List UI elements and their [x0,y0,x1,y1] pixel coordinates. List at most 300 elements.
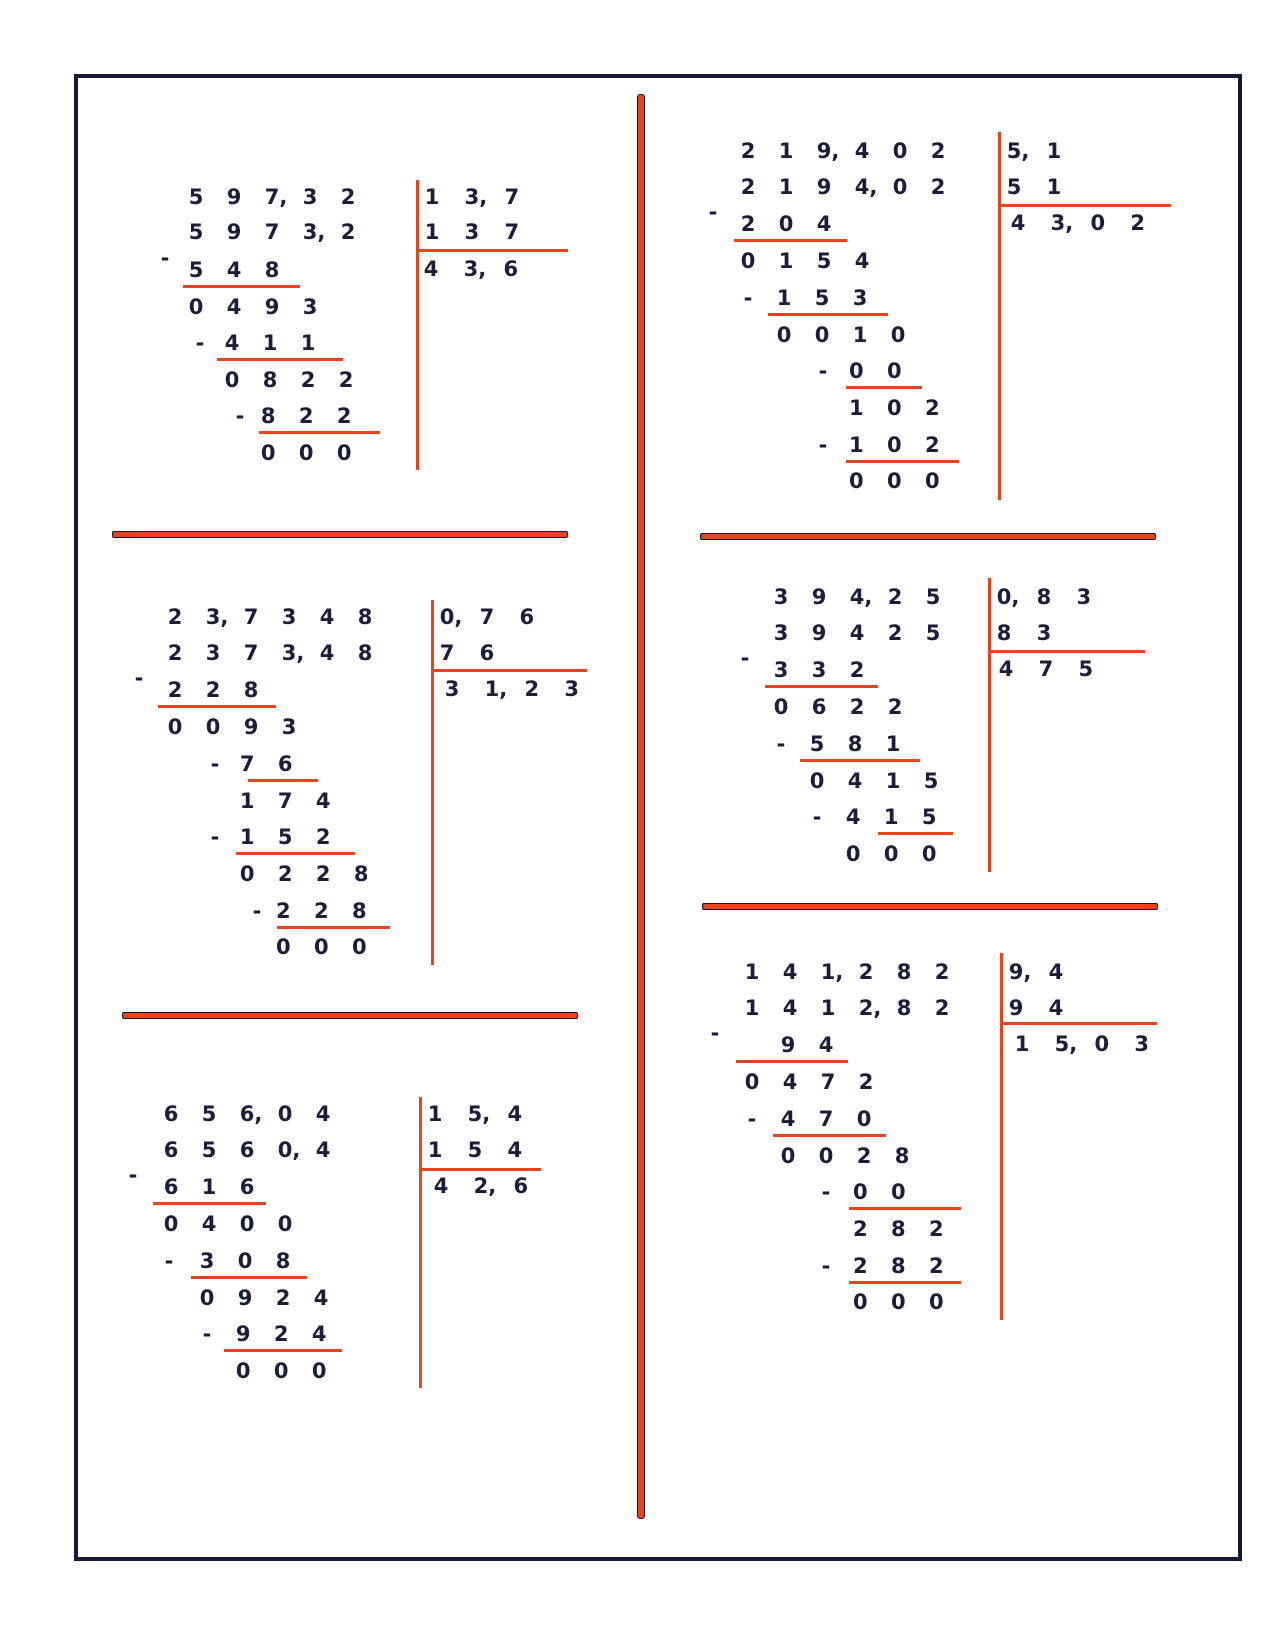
subtrahend-row: 8 [275,1248,291,1273]
divisor-shifted: 1 [1046,174,1062,199]
divisor-bracket-horizontal [419,1168,541,1171]
dividend-decimal: 4 [782,960,798,984]
subtrahend-row: 2 [849,658,865,683]
divisor-bracket-vertical [1000,953,1003,1320]
dividend-shifted: 8 [357,640,373,665]
subtrahend-row: 9 [780,1033,796,1058]
divisor-shifted: 1 [427,1137,443,1162]
remainder-row: 0 [277,1212,293,1237]
remainder-row: 7 [820,1070,836,1095]
subtrahend-row: 2 [336,404,352,428]
divisor-decimal: 7 [504,185,520,209]
divisor-decimal: 8 [1036,585,1052,609]
quotient: 5, [1054,1032,1078,1057]
dividend-decimal: 6 [163,1102,179,1126]
divisor-bracket-vertical [419,1097,422,1388]
subtraction-underline [849,1207,961,1210]
divisor-decimal: 1 [427,1102,443,1126]
dividend-shifted: 2 [167,640,183,665]
dividend-decimal: 1 [744,960,760,984]
remainder-row: 5 [923,768,939,793]
remainder-row: 3 [281,715,297,740]
dividend-shifted: 3 [773,620,789,645]
minus-sign: - [210,751,220,776]
remainder-row: 0 [313,935,329,960]
minus-sign: - [821,1253,831,1278]
quotient: 0 [1094,1032,1110,1057]
quotient: 3 [444,677,460,702]
quotient: 4 [998,657,1014,682]
remainder-row: 2 [856,1143,872,1168]
remainder-row: 2 [338,367,354,392]
dividend-shifted: 5 [201,1137,217,1162]
remainder-row: 0 [298,440,314,465]
divisor-bracket-vertical [988,578,991,872]
divisor-shifted: 1 [424,220,440,245]
divisor-bracket-horizontal [1000,1022,1157,1025]
subtrahend-row: 3 [199,1248,215,1273]
dividend-shifted: 6 [239,1137,255,1162]
subtrahend-row: 2 [298,404,314,428]
dividend-decimal: 2 [167,605,183,629]
dividend-shifted: 3 [205,640,221,665]
dividend-shifted: 9 [816,174,832,199]
subtrahend-row: 1 [883,805,899,830]
divisor-shifted: 5 [467,1137,483,1162]
dividend-decimal: 1 [778,139,794,163]
quotient: 6 [503,256,519,281]
dividend-shifted: 1 [744,995,760,1020]
remainder-row: 6 [811,695,827,720]
quotient: 4 [1010,211,1026,236]
subtrahend-row: 5 [921,805,937,830]
minus-sign: - [743,285,753,310]
divisor-bracket-horizontal [431,669,587,672]
remainder-row: 2 [315,861,331,886]
minus-sign: - [164,1248,174,1273]
subtraction-underline [158,705,276,708]
dividend-shifted: 1 [778,174,794,199]
subtraction-underline [217,358,343,361]
dividend-shifted: 0, [277,1137,301,1162]
subtrahend-row: 5 [814,285,830,310]
remainder-row: 0 [163,1212,179,1237]
subtrahend-row: 6 [239,1175,255,1200]
divisor-decimal: 6 [519,605,535,629]
divisor-shifted: 7 [504,220,520,245]
subtraction-underline [846,460,959,463]
remainder-row: 2 [928,1216,944,1241]
dividend-shifted: 7 [264,220,280,245]
remainder-row: 0 [199,1285,215,1310]
minus-sign: - [128,1163,138,1188]
remainder-row: 9 [264,294,280,319]
subtraction-underline [153,1202,266,1205]
quotient: 3, [1050,211,1074,236]
remainder-row: 0 [848,469,864,494]
subtrahend-row: 9 [235,1322,251,1347]
subtraction-underline [224,1349,342,1352]
dividend-decimal: 8 [896,960,912,984]
remainder-row: 0 [852,1290,868,1315]
quotient: 2, [473,1174,497,1199]
remainder-row: 9 [243,715,259,740]
dividend-decimal: 4 [854,139,870,163]
remainder-row: 4 [847,768,863,793]
remainder-row: 0 [883,841,899,866]
remainder-row: 0 [924,469,940,494]
dividend-decimal: 5 [925,585,941,609]
divisor-bracket-vertical [431,600,434,965]
subtrahend-row: 0 [856,1106,872,1131]
subtrahend-row: 2 [273,1322,289,1347]
divisor-decimal: 9, [1008,960,1032,984]
minus-sign: - [195,331,205,355]
dividend-shifted: 6 [163,1137,179,1162]
subtrahend-row: 2 [924,432,940,457]
dividend-shifted: 2 [930,174,946,199]
divisor-decimal: 7 [479,605,495,629]
remainder-row: 7 [277,788,293,813]
subtraction-underline [878,832,953,835]
divisor-shifted: 3 [1036,620,1052,645]
divisor-shifted: 4 [1048,995,1064,1020]
divisor-bracket-vertical [416,180,419,470]
minus-sign: - [821,1180,831,1205]
remainder-row: 0 [928,1290,944,1315]
separator-left-2 [122,1012,578,1019]
minus-sign: - [740,646,750,671]
dividend-shifted: 4 [319,640,335,665]
remainder-row: 0 [890,1290,906,1315]
remainder-row: 2 [924,395,940,420]
subtrahend-row: 2 [740,212,756,237]
dividend-shifted: 3, [302,220,326,245]
separator-right-2 [702,903,1158,910]
subtraction-underline [191,1276,307,1279]
subtrahend-row: 1 [262,331,278,355]
dividend-shifted: 0 [892,174,908,199]
divisor-bracket-horizontal [416,249,568,252]
dividend-shifted: 7 [243,640,259,665]
subtrahend-row: 2 [852,1253,868,1278]
dividend-decimal: 3 [773,585,789,609]
divisor-bracket-horizontal [988,650,1145,653]
dividend-decimal: 3 [281,605,297,629]
remainder-row: 0 [235,1358,251,1383]
remainder-row: 0 [273,1358,289,1383]
remainder-row: 0 [921,841,937,866]
quotient: 1 [1014,1032,1030,1057]
subtrahend-row: 8 [351,898,367,923]
dividend-decimal: 2 [930,139,946,163]
remainder-row: 0 [188,294,204,319]
divisor-shifted: 4 [507,1137,523,1162]
subtrahend-row: 0 [778,212,794,237]
subtrahend-row: 2 [315,825,331,850]
remainder-row: 0 [205,715,221,740]
dividend-decimal: 6, [239,1102,263,1126]
remainder-row: 1 [852,322,868,347]
divisor-decimal: 5, [1006,139,1030,163]
minus-sign: - [160,246,170,270]
subtraction-underline [248,779,318,782]
remainder-row: 0 [336,440,352,465]
dividend-decimal: 1, [820,960,844,984]
subtraction-underline [773,1134,886,1137]
subtraction-underline [183,285,300,288]
subtrahend-row: 0 [848,359,864,384]
quotient: 3 [564,677,579,702]
dividend-shifted: 2 [934,995,950,1020]
dividend-shifted: 1 [820,995,836,1020]
subtrahend-row: 2 [205,678,221,703]
remainder-row: 0 [224,367,240,392]
dividend-decimal: 2 [934,960,950,984]
subtrahend-row: 5 [188,258,204,282]
minus-sign: - [252,898,262,923]
remainder-row: 0 [818,1143,834,1168]
subtrahend-row: 4 [818,1033,834,1058]
remainder-row: 2 [300,367,316,392]
remainder-row: 8 [894,1143,910,1168]
divisor-decimal: 0, [439,605,463,629]
subtrahend-row: 1 [201,1175,217,1200]
remainder-row: 0 [890,322,906,347]
quotient: 4 [423,256,439,281]
subtrahend-row: 2 [275,898,291,923]
quotient: 1, [484,677,508,702]
remainder-row: 1 [885,768,901,793]
remainder-row: 0 [845,841,861,866]
subtrahend-row: 5 [809,731,825,756]
divisor-bracket-vertical [998,132,1001,500]
remainder-row: 1 [239,788,255,813]
dividend-decimal: 9 [811,585,827,609]
subtraction-underline [800,759,920,762]
minus-sign: - [202,1322,212,1347]
dividend-decimal: 5 [201,1102,217,1126]
remainder-row: 3 [302,294,318,319]
dividend-shifted: 4, [854,174,878,199]
divisor-decimal: 3, [464,185,488,209]
subtraction-underline [846,386,922,389]
remainder-row: 4 [782,1070,798,1095]
divisor-bracket-horizontal [998,204,1171,207]
quotient: 5 [1078,657,1094,682]
remainder-row: 0 [886,395,902,420]
divisor-decimal: 1 [1046,139,1062,163]
dividend-decimal: 3, [205,605,229,629]
minus-sign: - [235,404,245,428]
subtrahend-row: 8 [264,258,280,282]
subtrahend-row: 3 [773,658,789,683]
dividend-decimal: 2 [887,585,903,609]
remainder-row: 5 [816,249,832,274]
remainder-row: 2 [852,1216,868,1241]
subtrahend-row: 8 [890,1253,906,1278]
subtrahend-row: 1 [239,825,255,850]
subtrahend-row: 0 [886,359,902,384]
subtrahend-row: 4 [226,258,242,282]
dividend-decimal: 9 [226,185,242,209]
subtrahend-row: 3 [811,658,827,683]
dividend-shifted: 8 [896,995,912,1020]
dividend-decimal: 2 [858,960,874,984]
dividend-shifted: 4 [782,995,798,1020]
minus-sign: - [134,666,144,691]
minus-sign: - [818,359,828,384]
remainder-row: 8 [262,367,278,392]
dividend-decimal: 4 [315,1102,331,1126]
subtrahend-row: 3 [852,285,868,310]
minus-sign: - [708,200,718,225]
subtrahend-row: 4 [845,805,861,830]
dividend-decimal: 5 [188,185,204,209]
remainder-row: 0 [260,440,276,465]
divisor-decimal: 0, [996,585,1020,609]
dividend-shifted: 2 [340,220,356,245]
subtraction-underline [768,313,888,316]
subtrahend-row: 0 [237,1248,253,1273]
dividend-decimal: 9, [816,139,840,163]
divisor-decimal: 5, [467,1102,491,1126]
separator-right-1 [700,533,1156,540]
remainder-row: 0 [740,249,756,274]
subtrahend-row: 1 [300,331,316,355]
subtraction-underline [849,1281,961,1284]
remainder-row: 8 [353,861,369,886]
remainder-row: 4 [854,249,870,274]
remainder-row: 9 [237,1285,253,1310]
dividend-shifted: 5 [925,620,941,645]
subtraction-underline [277,926,390,929]
subtrahend-row: 4 [816,212,832,237]
dividend-shifted: 2 [887,620,903,645]
minus-sign: - [776,731,786,756]
remainder-row: 0 [814,322,830,347]
quotient: 6 [513,1174,529,1199]
dividend-decimal: 2 [340,185,356,209]
divisor-shifted: 6 [479,640,495,665]
dividend-shifted: 9 [226,220,242,245]
quotient: 0 [1090,211,1106,236]
divisor-decimal: 4 [1048,960,1064,984]
divisor-decimal: 4 [507,1102,523,1126]
remainder-row: 1 [848,395,864,420]
subtrahend-row: 0 [890,1180,906,1205]
dividend-decimal: 2 [740,139,756,163]
remainder-row: 2 [887,695,903,720]
subtrahend-row: 4 [224,331,240,355]
subtrahend-row: 8 [260,404,276,428]
remainder-row: 4 [226,294,242,319]
remainder-row: 0 [239,861,255,886]
subtrahend-row: 7 [239,751,255,776]
minus-sign: - [210,825,220,850]
subtrahend-row: 6 [163,1175,179,1200]
subtrahend-row: 8 [847,731,863,756]
subtrahend-row: 0 [852,1180,868,1205]
divisor-shifted: 3 [464,220,480,245]
quotient: 4 [433,1174,449,1199]
minus-sign: - [710,1021,720,1046]
divisor-shifted: 5 [1006,174,1022,199]
remainder-row: 0 [167,715,183,740]
minus-sign: - [747,1106,757,1131]
dividend-shifted: 3, [281,640,305,665]
center-divider [637,94,645,1519]
subtrahend-row: 1 [776,285,792,310]
subtraction-underline [734,239,847,242]
dividend-decimal: 0 [892,139,908,163]
dividend-decimal: 3 [302,185,318,209]
remainder-row: 0 [773,695,789,720]
remainder-row: 4 [313,1285,329,1310]
remainder-row: 1 [778,249,794,274]
quotient: 3 [1134,1032,1149,1057]
remainder-row: 0 [239,1212,255,1237]
remainder-row: 0 [744,1070,760,1095]
dividend-decimal: 4 [319,605,335,629]
remainder-row: 0 [809,768,825,793]
subtrahend-row: 2 [313,898,329,923]
remainder-row: 2 [277,861,293,886]
subtrahend-row: 0 [886,432,902,457]
remainder-row: 0 [780,1143,796,1168]
dividend-shifted: 2, [858,995,882,1020]
divisor-shifted: 7 [439,640,455,665]
remainder-row: 4 [315,788,331,813]
dividend-shifted: 4 [315,1137,331,1162]
remainder-row: 2 [858,1070,874,1095]
divisor-decimal: 1 [424,185,440,209]
divisor-decimal: 3 [1076,585,1092,609]
subtrahend-row: 2 [167,678,183,703]
subtrahend-row: 2 [928,1253,944,1278]
remainder-row: 8 [890,1216,906,1241]
subtrahend-row: 4 [311,1322,327,1347]
subtraction-underline [259,431,380,434]
subtrahend-row: 6 [277,751,293,776]
remainder-row: 2 [849,695,865,720]
quotient: 2 [524,677,540,702]
subtraction-underline [765,685,878,688]
remainder-row: 2 [275,1285,291,1310]
dividend-decimal: 8 [357,605,373,629]
dividend-decimal: 7, [264,185,288,209]
separator-left-1 [112,531,568,538]
dividend-decimal: 7 [243,605,259,629]
dividend-shifted: 2 [740,174,756,199]
subtrahend-row: 8 [243,678,259,703]
minus-sign: - [818,432,828,457]
quotient: 7 [1038,657,1054,682]
subtrahend-row: 1 [885,731,901,756]
divisor-shifted: 8 [996,620,1012,645]
quotient: 3, [463,256,487,281]
dividend-shifted: 4 [849,620,865,645]
subtrahend-row: 7 [818,1106,834,1131]
divisor-shifted: 9 [1008,995,1024,1020]
remainder-row: 0 [351,935,367,960]
subtrahend-row: 4 [780,1106,796,1131]
remainder-row: 0 [886,469,902,494]
subtrahend-row: 1 [848,432,864,457]
subtraction-underline [236,852,355,855]
remainder-row: 0 [776,322,792,347]
quotient: 2 [1130,211,1145,236]
